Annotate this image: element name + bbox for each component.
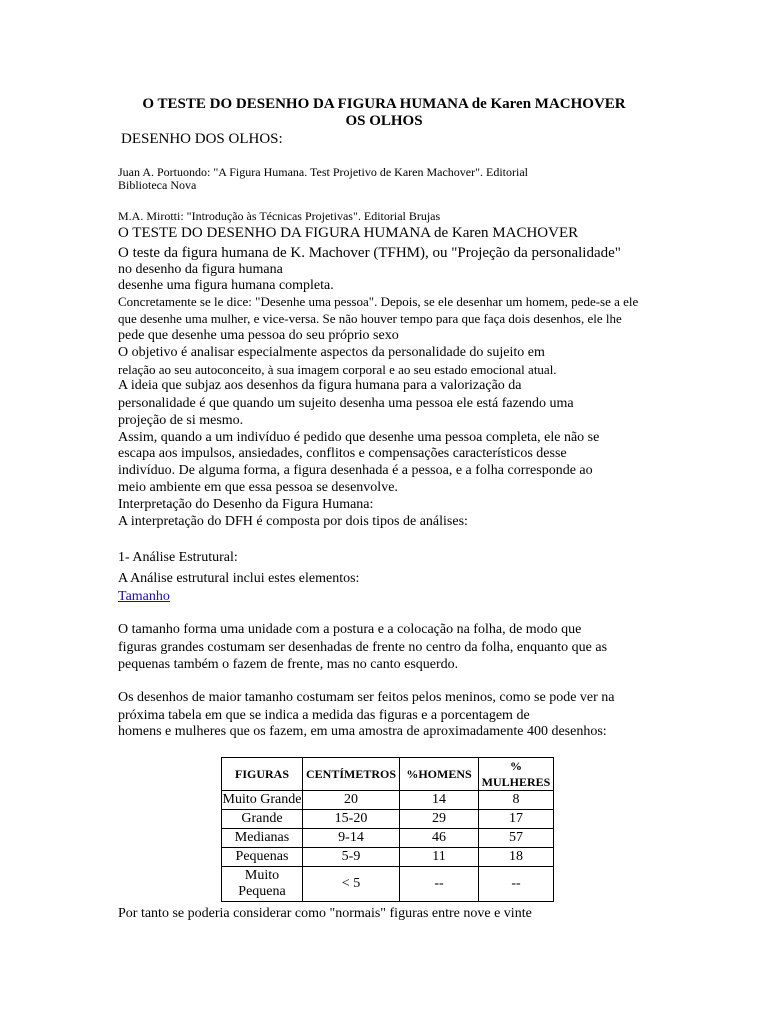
reference-1-line-1: Juan A. Portuondo: "A Figura Humana. Test Projetivo de Karen Machover". Editorial [118,165,528,179]
table-cell: 15-20 [303,810,400,829]
table-cell: 46 [400,829,479,848]
table-header: %HOMENS [400,758,479,791]
table-cell: 57 [479,829,554,848]
table-cell-line: Pequena [238,884,286,899]
table-cell: Grande [222,810,303,829]
table-cell [222,867,303,902]
table-cell-line: Muito [244,868,280,883]
body-line: figuras grandes costumam ser desenhadas de frente no centro da folha, enquanto que as [118,640,608,655]
body-line: indivíduo. De alguma forma, a figura desenhada é a pessoa, e a folha corresponde ao [118,463,593,478]
table-cell: 11 [400,848,479,867]
table-cell: 14 [400,791,479,810]
figure-size-table [221,757,554,902]
table-header: FIGURAS [222,758,303,791]
table-cell: -- [400,867,479,902]
section-subtitle: DESENHO DOS OLHOS: [121,131,283,147]
table-cell: -- [479,867,554,902]
table-header: % MULHERES [479,758,554,791]
section-heading: 1- Análise Estrutural: [118,550,238,565]
table-row [222,810,554,829]
table-cell: Pequenas [222,848,303,867]
reference-1-line-2: Biblioteca Nova [118,178,197,192]
body-line: Interpretação do Desenho da Figura Humana: [118,497,374,512]
table-cell: Medianas [222,829,303,848]
body-line: desenhe uma figura humana completa. [118,278,334,293]
table-row [222,791,554,810]
body-line: no desenho da figura humana [118,262,283,277]
body-line: relação ao seu autoconceito, à sua imagem corporal e ao seu estado emocional atual. [118,362,557,377]
table-cell: 9-14 [303,829,400,848]
reference-2: M.A. Mirotti: "Introdução às Técnicas Projetivas". Editorial Brujas [118,209,441,223]
document-title: O TESTE DO DESENHO DA FIGURA HUMANA de Karen MACHOVER [142,96,626,112]
body-line: Por tanto se poderia considerar como "normais" figuras entre nove e vinte [118,906,532,921]
body-line: O objetivo é analisar especialmente aspectos da personalidade do sujeito em [118,345,545,360]
body-line: O tamanho forma uma unidade com a postura e a colocação na folha, de modo que [118,622,582,637]
body-line: O TESTE DO DESENHO DA FIGURA HUMANA de Karen MACHOVER [118,225,579,241]
body-line: próxima tabela em que se indica a medida das figuras e a porcentagem de [118,708,530,723]
body-line: pequenas também o fazem de frente, mas no canto esquerdo. [118,657,459,672]
body-line: meio ambiente em que essa pessoa se desenvolve. [118,480,398,495]
table-cell: 17 [479,810,554,829]
body-line: Concretamente se le dice: "Desenhe uma pessoa". Depois, se ele desenhar um homem, pede-se a ele [118,294,639,309]
body-line: Os desenhos de maior tamanho costumam ser feitos pelos meninos, como se pode ver na [118,690,615,705]
body-line: Assim, quando a um indivíduo é pedido que desenhe uma pessoa completa, ele não se [118,430,600,445]
table-header: CENTÍMETROS [303,758,400,791]
table-header-row [222,758,554,791]
document-title-subline: OS OLHOS [345,113,423,129]
table-cell: Muito Grande [222,791,303,810]
table-cell: < 5 [303,867,400,902]
body-line: O teste da figura humana de K. Machover (TFHM), ou "Projeção da personalidade" [118,245,621,261]
tamanho-link[interactable]: Tamanho [118,589,170,604]
table-cell: 20 [303,791,400,810]
body-line: personalidade é que quando um sujeito desenha uma pessoa ele está fazendo uma [118,396,574,411]
table-row [222,867,554,902]
body-line: que desenhe uma mulher, e vice-versa. Se não houver tempo para que faça dois desenhos, ele lhe [118,311,622,326]
table-cell: 8 [479,791,554,810]
body-line: pede que desenhe uma pessoa do seu próprio sexo [118,328,399,343]
body-line: A ideia que subjaz aos desenhos da figura humana para a valorização da [118,378,522,393]
body-line: A interpretação do DFH é composta por dois tipos de análises: [118,514,468,529]
table-cell: 18 [479,848,554,867]
table-row [222,829,554,848]
table-cell: 5-9 [303,848,400,867]
body-line: A Análise estrutural inclui estes elementos: [118,571,360,586]
body-line: escapa aos impulsos, ansiedades, conflitos e compensações característicos desse [118,446,567,461]
body-line: homens e mulheres que os fazem, em uma amostra de aproximadamente 400 desenhos: [118,724,607,739]
table-row [222,848,554,867]
table-cell: 29 [400,810,479,829]
body-line: projeção de si mesmo. [118,413,244,428]
